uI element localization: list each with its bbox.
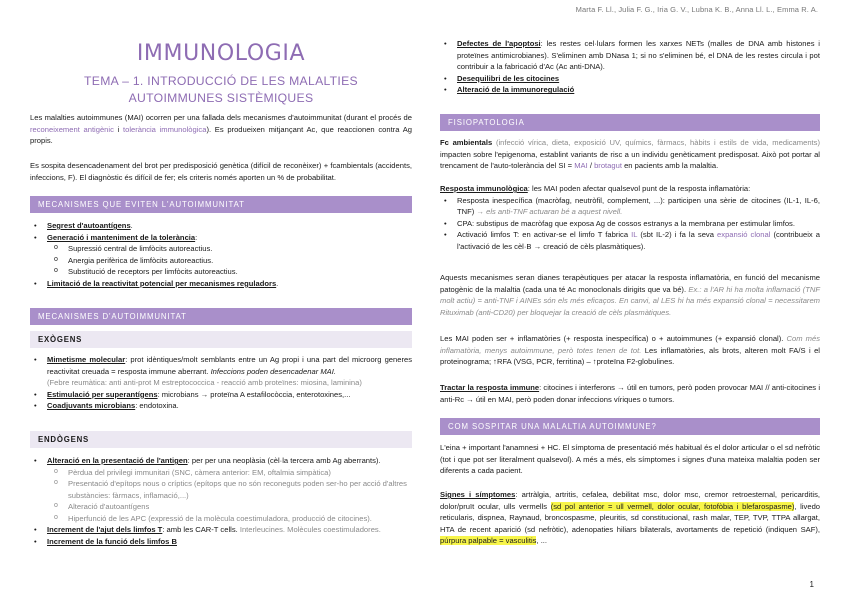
highlight: (sd pol anterior = ull vermell, dolor ocular, fotofòbia i blefarospasme)	[550, 501, 795, 511]
intro-paragraph-1: Les malalties autoimmunes (MAI) ocorren per una fallada dels mecanismes d'autoimmunitat (durant el procés de reconeixement antigènic i tolerància immunològica). Es produeixen mitjançant Ac, que reaccionen contra Ag propis.	[30, 113, 412, 146]
list-item: o Alteració d'autoantígens	[30, 501, 412, 513]
list-item: o Supressió central de limfòcits autoreactius.	[30, 243, 412, 255]
list-item: o Anergia perifèrica de limfòcits autoreactius.	[30, 255, 412, 267]
fisiopatologia-resposta: Resposta immunològica: les MAI poden afectar qualsevol punt de la resposta inflamatòria: • Resposta inespecífica (macròfag, neutròfil, complement, ...): participen una sèrie de citocines (IL-1, IL-6, TNF) → els anti-TNF actuaran bé a aquest nivell. • CPA: substipus de macròfag que exposa Ag de cossos estranys a la membrana per estimular limfos. • Activació limfos T: en activar-se el limfo T fabrica IL (sbt IL-2) i fa la seva expansió clonal (contribueix a l'activació de les cèl·B → creació de cèls plasmàtiques).	[440, 183, 820, 252]
list-item: o Hiperfunció de les APC (expressió de la molècula coestimuladora, producció de citocines).	[30, 513, 412, 525]
list-item: • Limitació de la reactivitat potencial per mecanismes reguladors.	[30, 278, 412, 290]
highlight: púrpura palpable = vasculitis	[440, 536, 537, 546]
section-heading-sospitar: COM SOSPITAR UNA MALALTIA AUTOIMMUNE?	[440, 418, 820, 435]
list-item: • Alteració de la immunoregulació	[440, 84, 820, 96]
section-heading-mecanismes-autoimmunitat: MECANISMES D'AUTOIMMUNITAT	[30, 308, 412, 325]
list-item: o Substitució de receptors per limfòcits autoreactius.	[30, 266, 412, 278]
list-item: • Mimetisme molecular: prot idèntiques/molt semblants entre un Ag propi i una part del microorg generes reactivitat creuada = resposta immune aberrant. Infeccions poden desencadenar MAI. (Febre reumàtica: anti anti-prot M estreptococcica - reacció amb proteïnes: miosina, laminina)	[30, 354, 412, 389]
section-heading-fisiopatologia: FISIOPATOLOGIA	[440, 114, 820, 131]
subtitle-line-2: AUTOIMMUNES SISTÈMIQUES	[128, 90, 314, 105]
list-item: • Coadjuvants microbians: endotoxina.	[30, 400, 412, 412]
sospita-paragraph-1: L'eina + important l'anamnesi + HC. El símptoma de presentació més habitual és el dolor articular o el sd nefròtic (tot i que pot ser literalment qualsevol). A més a més, els símptomes i signes d'una mateixa malaltia poden ser diferents a cada pacient.	[440, 443, 820, 476]
right-top-list	[440, 38, 820, 96]
subtitle-line-1: TEMA – 1. INTRODUCCIÓ DE LES MALALTIES	[84, 74, 358, 88]
list-item: • Activació limfos T: en activar-se el limfo T fabrica IL (sbt IL-2) i fa la seva expansió clonal (contribueix a l'activació de les cèl·B → creació de cèls plasmàtiques).	[440, 229, 820, 252]
list-item: • Estimulació per superantígens: microbians → proteïna A estafilocòccia, enterotoxines,...	[30, 389, 412, 401]
list-item: • Resposta inespecífica (macròfag, neutròfil, complement, ...): participen una sèrie de citocines (IL-1, IL-6, TNF) → els anti-TNF actuaran bé a aquest nivell.	[440, 195, 820, 218]
subheading-exogens: EXÒGENS	[30, 331, 412, 348]
list-item: • Generació i manteniment de la tolerància:	[30, 232, 412, 244]
list-item: • Desequilibri de les citocines	[440, 73, 820, 85]
section-exogens	[30, 354, 412, 412]
section-mecanismes-eviten	[30, 220, 412, 289]
list-item: o Presentació d'epítops nous o críptics (epítops que no són reconeguts poden ser-ho per acció d'altres substàncies: fàrmacs, inflamació,...)	[30, 478, 412, 501]
subheading-endogens: ENDÒGENS	[30, 431, 412, 448]
list-item: • CPA: substipus de macròfag que exposa Ag de cossos estranys a la membrana per estimular limfos.	[440, 218, 820, 230]
list-item: o Pèrdua del privilegi immunitari (SNC, càmera anterior: EM, oftalmia simpàtica)	[30, 467, 412, 479]
authors: Marta F. Ll., Julia F. G., Iria G. V., Lubna K. B., Anna Ll. L., Emma R. A.	[575, 5, 818, 14]
list-item: • Increment de la funció dels limfos B	[30, 536, 412, 548]
fisiopatologia-paragraph-1: Fc ambientals (infecció vírica, dieta, exposició UV, químics, fàrmacs, hàbits i estils de vida, medicaments) impacten sobre l'epigenoma, establint variants de risc a un individu genèticament predisposat. Això pot portar al trencament de l'auto-tolerància del SI = MAI / brotagut en pacients amb la malaltia.	[440, 138, 820, 171]
section-heading-mecanismes-eviten: MECANISMES QUE EVITEN L'AUTOIMMUNITAT	[30, 196, 412, 213]
intro-paragraph-2: Es sospita desencadenament del brot per predisposició genètica (difícil de reconèixer) + fcambientals (accidents, infeccions, F). El diagnòstic és difícil de fer; els criteris només aporten un % de probabilitat.	[30, 161, 412, 182]
sospita-paragraph-2: Signes i símptomes: artràlgia, artritis, cefalea, debilitat msc, dolor msc, cremor retroesternal, pericarditis, dolor/pruït ocular, ulls vermells (sd pol anterior = ull vermell, dolor ocular, fotofòbia i blefarospasme), livedo reticularis, dispnea, Raynaud, broncospasme, pleuritis, sd constitucional, rash malar, TEP, TVP, TTPA allargat, HTA de recent aparició (sd nefròtic), adenopaties hiliars bilaterals, avortaments de repetició (indiquen SAF), púrpura palpable = vasculitis, ...	[440, 490, 821, 546]
list-item: • Defectes de l'apoptosi: les restes cel·lulars formen les xarxes NETs (malles de DNA amb histones i proteïnes antimicrobianes). S'eliminen amb DNasa 1; si no s'eliminen bé, el DNA de les restes circula i pot contribuir a la fabricació d'Ac (Ac anti-DNA).	[440, 38, 820, 73]
page-title: IMMUNOLOGIA	[136, 41, 306, 66]
page-number: 1	[809, 579, 814, 589]
section-endogens	[30, 455, 412, 547]
list-item: • Segrest d'autoantígens.	[30, 220, 412, 232]
list-item: • Increment de l'ajut dels limfos T: amb les CAR-T cells. Interleucines. Molècules coestimuladores.	[30, 524, 412, 536]
fisiopatologia-paragraph-2: Aquests mecanismes seran dianes terapèutiques per atacar la resposta inflamatòria, en funció del mecanisme patogènic de la malaltia (cada una té Ac monoclonals dirigits que va bé). Ex.: a l'AR hi ha molta inflamació (TNF molt actiu) = anti-TNF i AINEs són els més eficaços. En canvi, al LES hi ha més expansió clonal = necessitarem Rituximab (anti-CD20) per bloquejar la creació de cèls plasmàtiques.	[440, 273, 820, 317]
page-subtitle	[30, 73, 412, 107]
fisiopatologia-paragraph-4: Tractar la resposta immune: citocines i interferons → útil en tumors, però poden provocar MAI // anti-citocines i anti-Rc → útil en MAI, però poden donar infeccions víriques o tumors.	[440, 383, 821, 404]
fisiopatologia-paragraph-3: Les MAI poden ser + inflamatòries (+ resposta inespecífica) o + autoimmunes (+ expansió clonal). Com més inflamatòria, menys autoimmune, però totes tenen de tot. Les inflamatòries, als brots, alteren molt FA/S i el proteinograma; ↑RFA (VSG, PCR, ferritina) – ↑proteïna F2-globulines.	[440, 334, 820, 367]
list-item: • Alteració en la presentació de l'antigen: per per una neoplàsia (cèl·la tercera amb Ag aberrants).	[30, 455, 412, 467]
